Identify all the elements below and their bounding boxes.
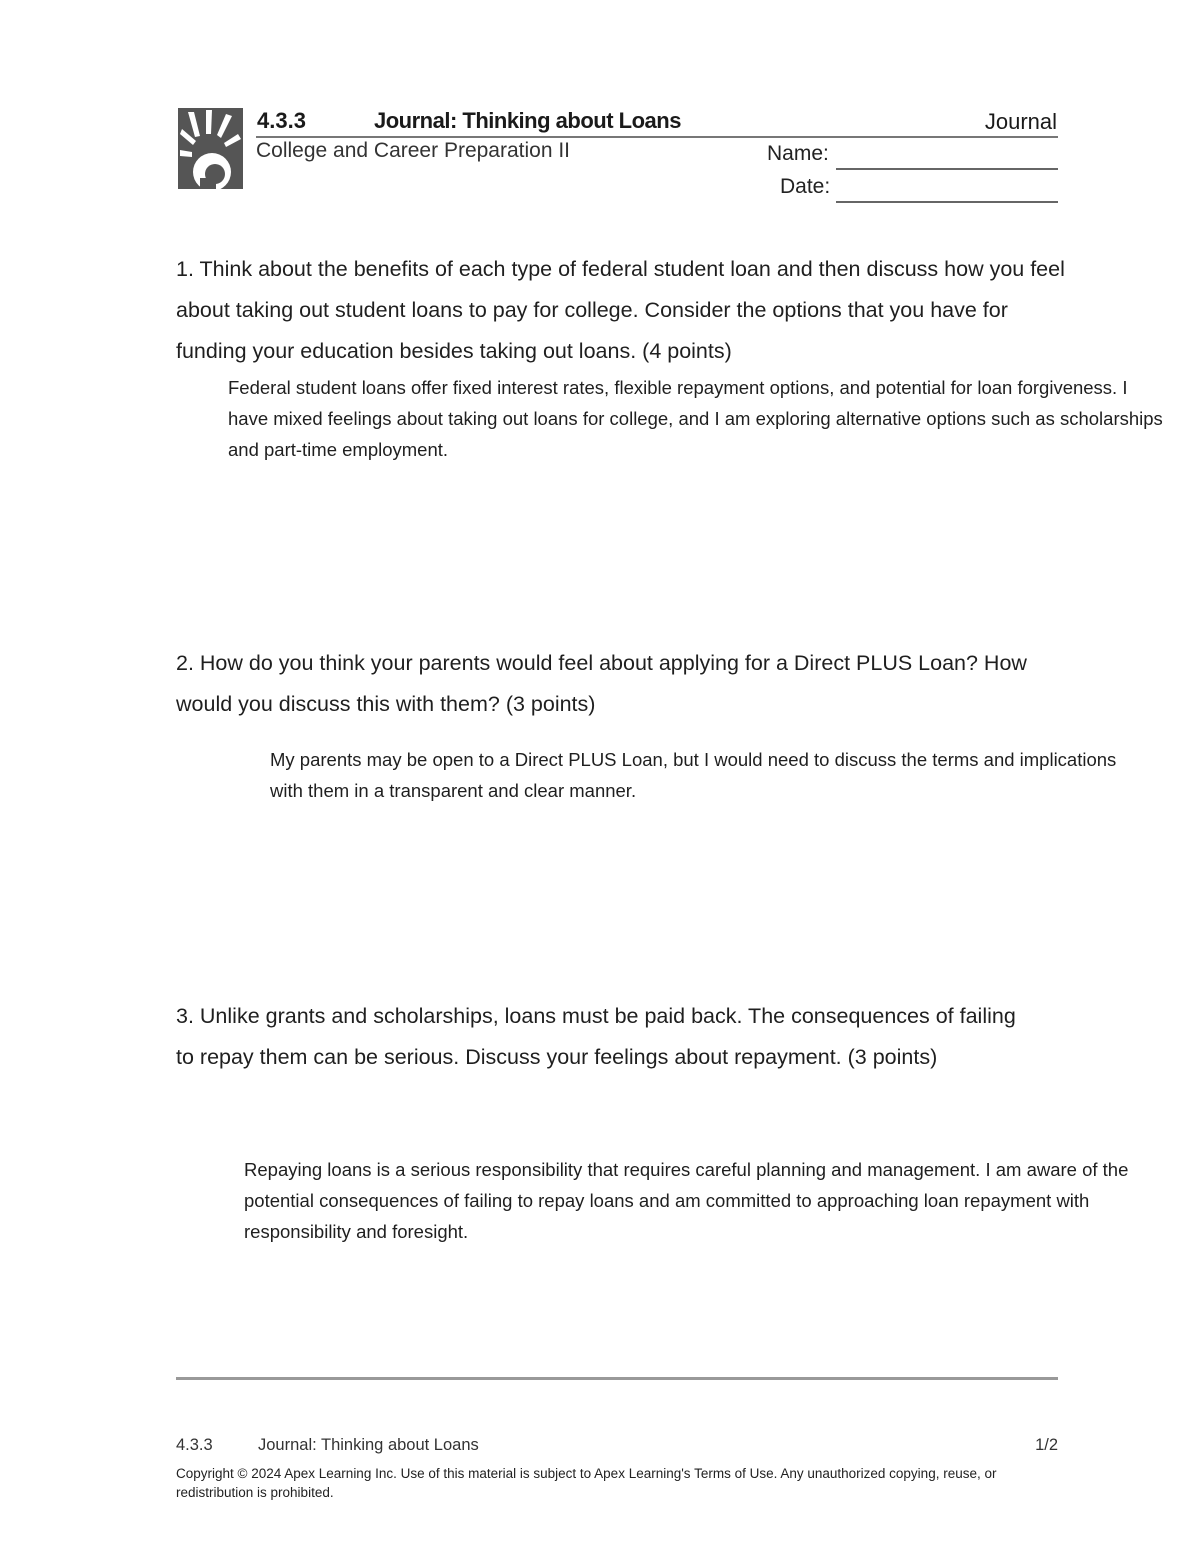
header-divider (256, 136, 1058, 138)
assignment-type: Journal (984, 109, 1057, 134)
assignment-number: 4.3.3 (257, 108, 306, 133)
name-field[interactable] (836, 168, 1058, 170)
date-field[interactable] (836, 201, 1058, 203)
question-1: 1. Think about the benefits of each type of federal student loan and then discuss how you feel about taking out student loans to pay for college. Consider the options that you have for funding your education besides taking out loans. (4 points) (176, 257, 1065, 363)
date-label: Date: (780, 175, 831, 198)
answer-1: Federal student loans offer fixed interest rates, flexible repayment options, and potential for loan forgiveness. I have mixed feelings about taking out loans for college, and I am exploring alternative options such as scholarships and part-time employment. (228, 377, 1163, 460)
footer-number: 4.3.3 (176, 1436, 213, 1454)
page-number: 1/2 (1035, 1436, 1058, 1454)
course-name: College and Career Preparation II (256, 139, 571, 162)
name-label: Name: (767, 142, 829, 165)
copyright-notice: Copyright © 2024 Apex Learning Inc. Use of this material is subject to Apex Learning's Terms of Use. Any unauthorized copying, reuse, or redistribution is prohibited. (176, 1466, 997, 1500)
answer-3: Repaying loans is a serious responsibility that requires careful planning and management. I am aware of the potential consequences of failing to repay loans and am committed to approaching loan repayment with responsibility and foresight. (244, 1159, 1129, 1242)
footer-divider (176, 1377, 1058, 1380)
assignment-title: Journal: Thinking about Loans (374, 108, 681, 133)
question-3: 3. Unlike grants and scholarships, loans must be paid back. The consequences of failing to repay them can be serious. Discuss your feelings about repayment. (3 points) (176, 1004, 1016, 1069)
footer-title: Journal: Thinking about Loans (258, 1436, 479, 1454)
question-2: 2. How do you think your parents would feel about applying for a Direct PLUS Loan? How would you discuss this with them? (3 points) (176, 651, 1027, 716)
apex-learning-logo-icon (178, 108, 243, 189)
answer-2: My parents may be open to a Direct PLUS Loan, but I would need to discuss the terms and implications with them in a transparent and clear manner. (270, 749, 1117, 801)
